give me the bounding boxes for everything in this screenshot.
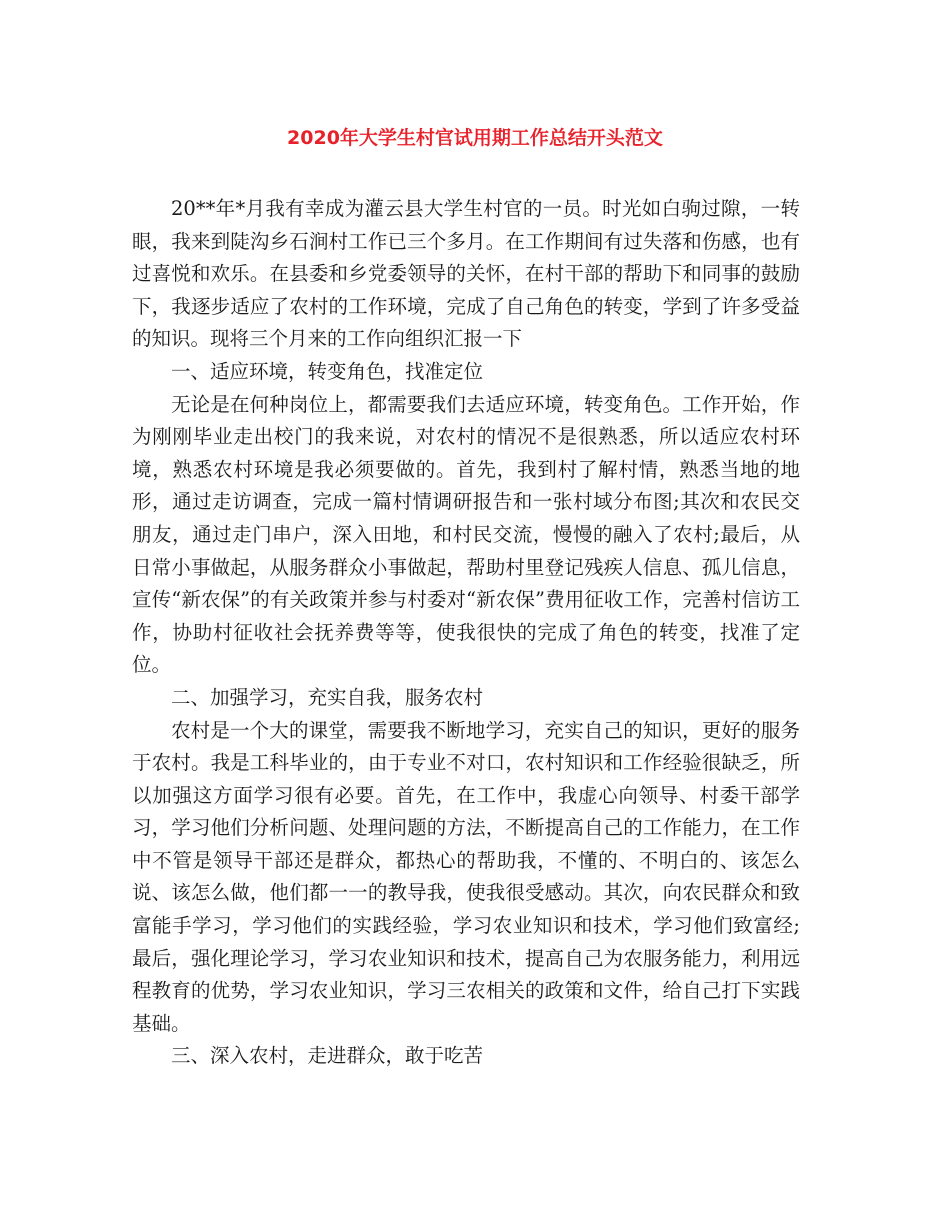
paragraph-intro: 20**年*月我有幸成为灌云县大学生村官的一员。时光如白驹过隙，一转眼，我来到陡沟乡石涧村工作已三个多月。在工作期间有过失落和伤感，也有过喜悦和欢乐。在县委和乡党委领导的关怀，在村干部的帮助下和同事的鼓励下，我逐步适应了农村的工作环境，完成了自己角色的转变，学到了许多受益的知识。现将三个月来的工作向组织汇报一下	[132, 197, 800, 351]
section-heading-3: 三、深入农村，走进群众，敢于吃苦	[171, 1044, 484, 1068]
document-title: 2020年大学生村官试用期工作总结开头范文	[287, 127, 663, 149]
paragraph-section-2: 农村是一个大的课堂，需要我不断地学习，充实自己的知识，更好的服务于农村。我是工科毕业的，由于专业不对口，农村知识和工作经验很缺乏，所以加强这方面学习很有必要。首先，在工作中，我虚心向领导、村委干部学习，学习他们分析问题、处理问题的方法，不断提高自己的工作能力，在工作中不管是领导干部还是群众，都热心的帮助我，不懂的、不明白的、该怎么说、该怎么做，他们都一一的教导我，使我很受感动。其次，向农民群众和致富能手学习，学习他们的实践经验，学习农业知识和技术，学习他们致富经;最后，强化理论学习，学习农业知识和技术，提高自己为农服务能力，利用远程教育的优势，学习农业知识，学习三农相关的政策和文件，给自己打下实践基础。	[132, 718, 800, 1035]
document-body	[132, 193, 800, 1073]
section-heading-1: 一、适应环境，转变角色，找准定位	[171, 359, 484, 383]
paragraph-section-1: 无论是在何种岗位上，都需要我们去适应环境，转变角色。工作开始，作为刚刚毕业走出校门的我来说，对农村的情况不是很熟悉，所以适应农村环境，熟悉农村环境是我必须要做的。首先，我到村了解村情，熟悉当地的地形，通过走访调查，完成一篇村情调研报告和一张村域分布图;其次和农民交朋友，通过走门串户，深入田地，和村民交流，慢慢的融入了农村;最后，从日常小事做起，从服务群众小事做起，帮助村里登记残疾人信息、孤儿信息，宣传“新农保”的有关政策并参与村委对“新农保”费用征收工作，完善村信访工作，协助村征收社会抚养费等等，使我很快的完成了角色的转变，找准了定位。	[132, 392, 800, 677]
section-heading-2: 二、加强学习，充实自我，服务农村	[171, 685, 484, 709]
